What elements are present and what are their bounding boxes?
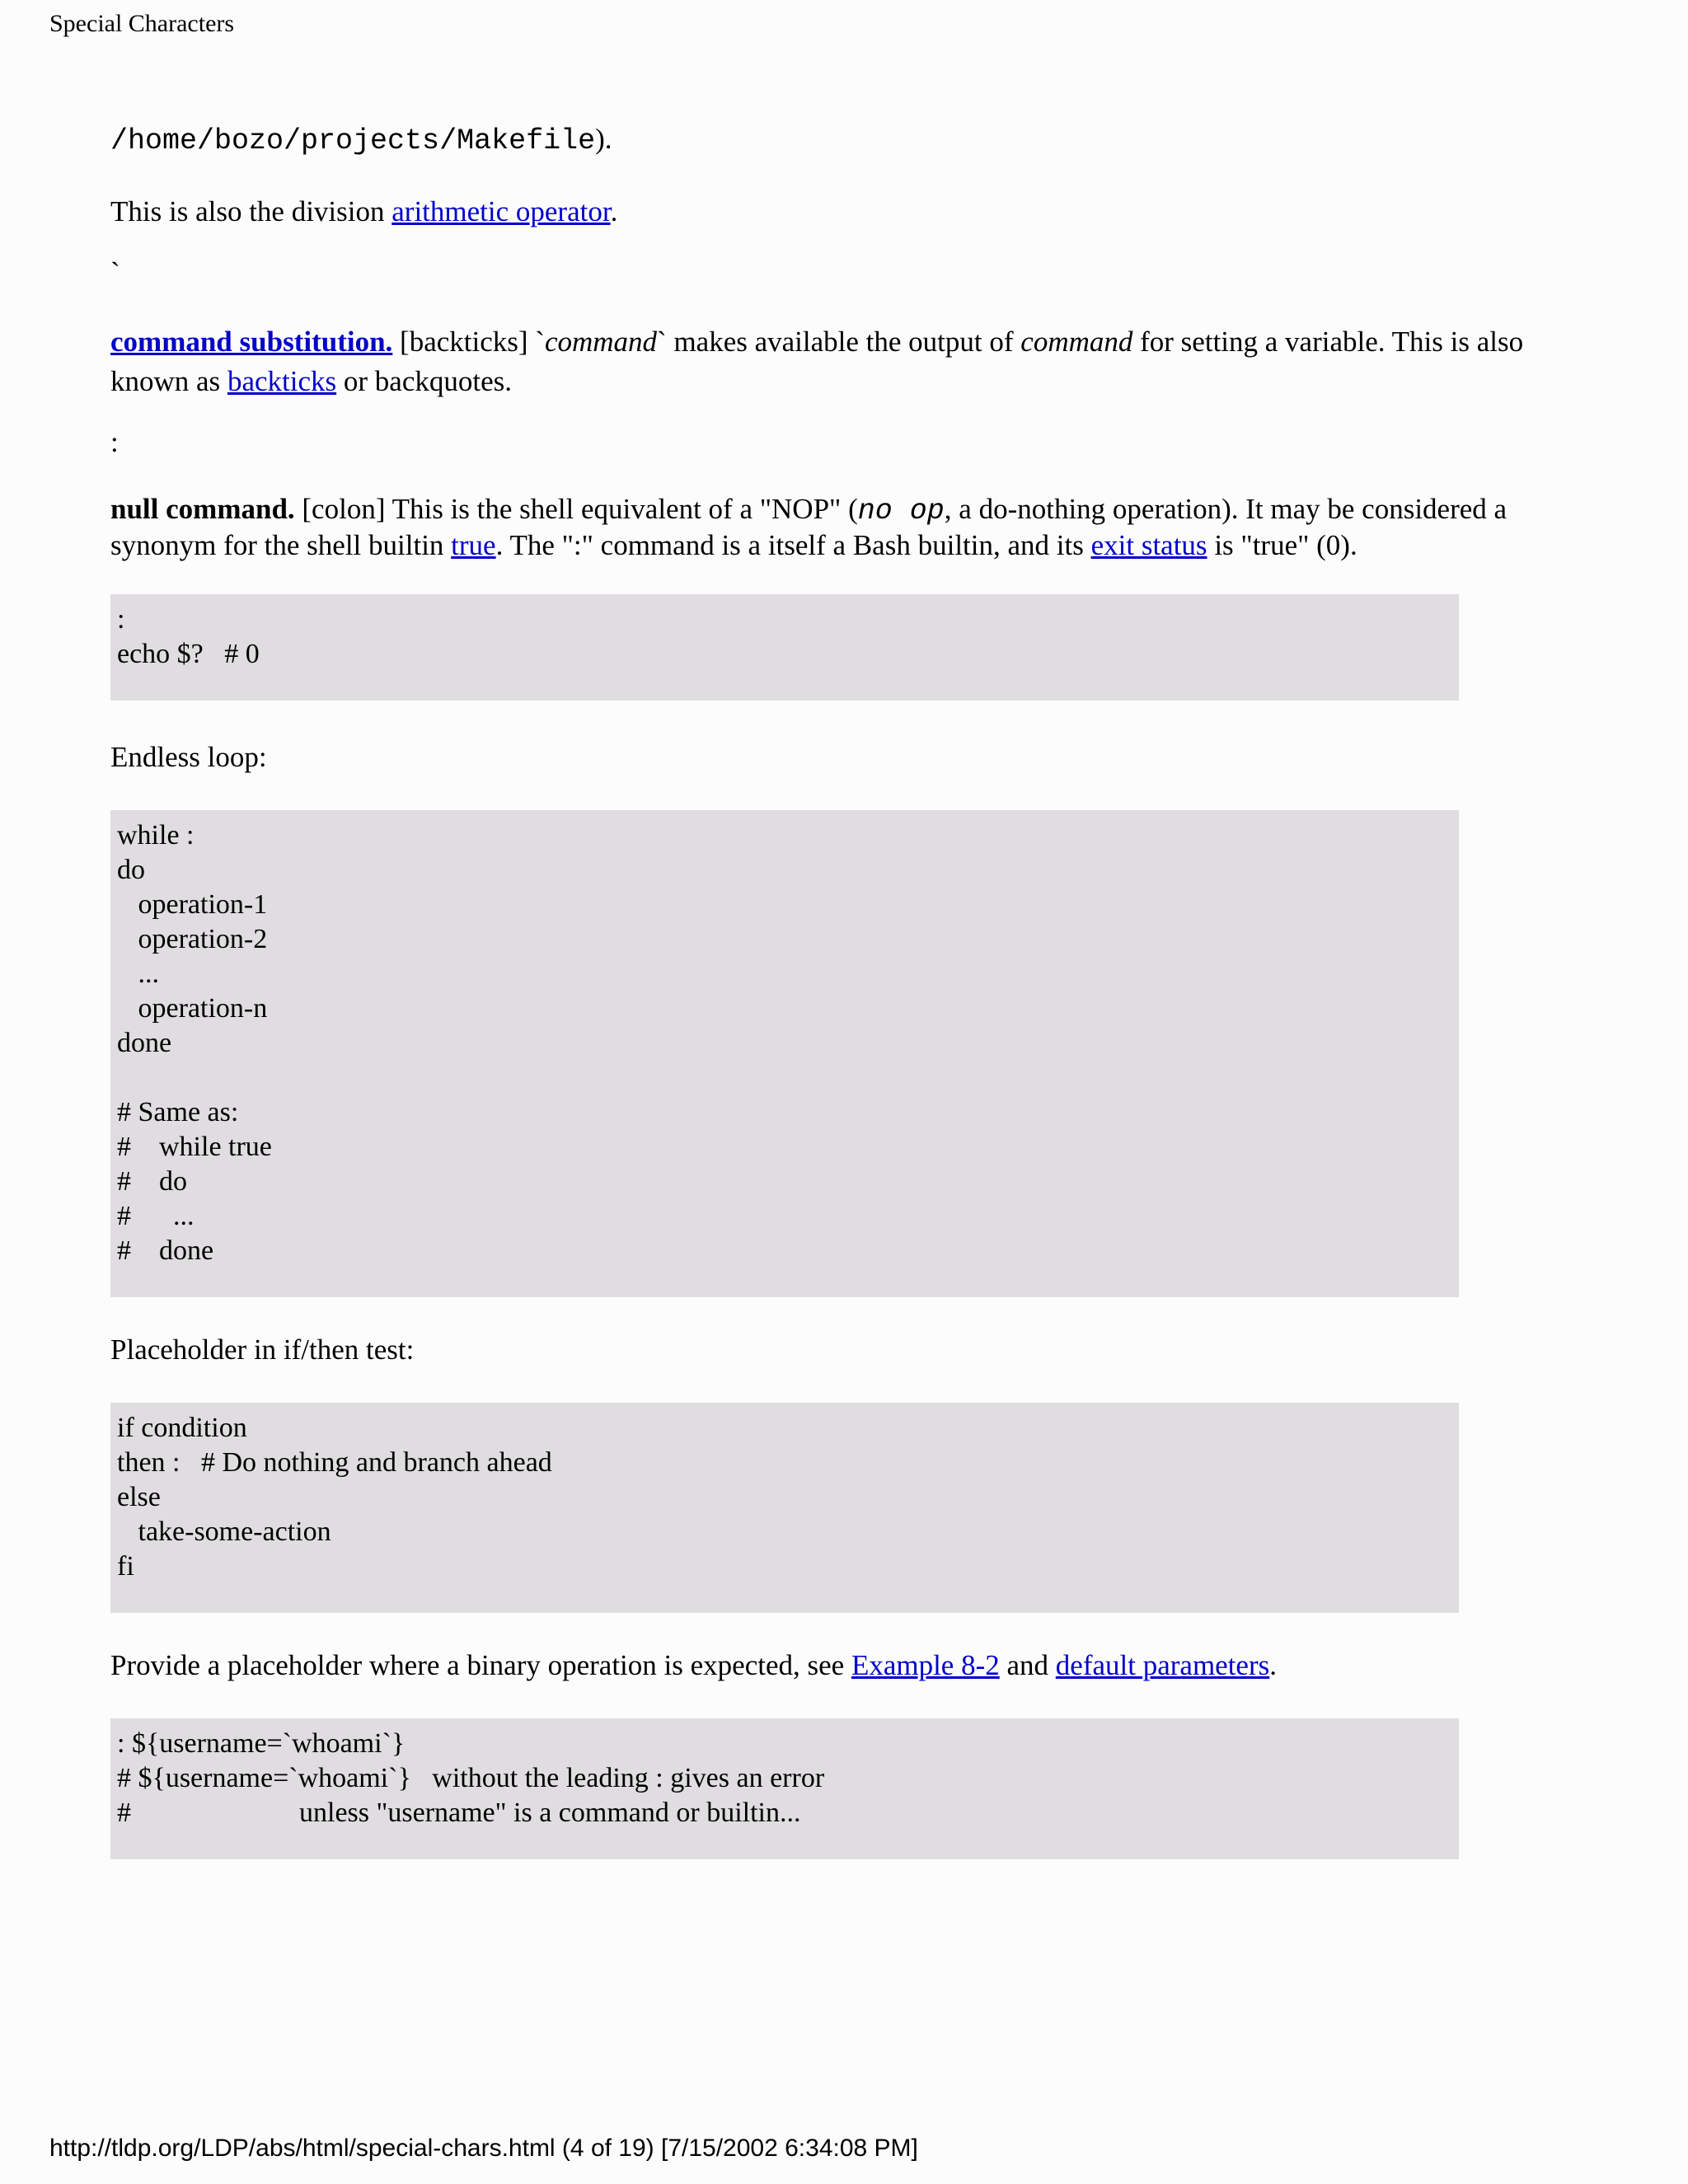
backtick-paragraph [110, 322, 1561, 401]
backtick-open: ` [535, 326, 545, 358]
division-paragraph [110, 192, 1561, 232]
code-block-username: : ${username=`whoami`} # ${username=`whoami`} without the leading : gives an error # unless "username" is a command or builtin... [110, 1718, 1459, 1859]
page-header-title: Special Characters [49, 10, 235, 37]
backticks-link[interactable]: backticks [227, 365, 337, 397]
path-text: /home/bozo/projects/Makefile [110, 124, 596, 157]
endless-loop-label: Endless loop: [110, 741, 267, 773]
null-command-paragraph [110, 492, 1561, 563]
backtick-desc3: or backquotes. [336, 365, 512, 397]
exit-status-link[interactable]: exit status [1090, 529, 1207, 561]
code-block-endless-loop: while : do operation-1 operation-2 ... operation-n done # Same as: # while true # do # ... # done [110, 810, 1459, 1297]
provide-placeholder-paragraph [110, 1646, 1561, 1685]
arithmetic-operator-link[interactable]: arithmetic operator [392, 195, 611, 227]
path-tail: ). [595, 123, 612, 155]
placeholder-label: Placeholder in if/then test: [110, 1333, 415, 1366]
page-footer-url: http://tldp.org/LDP/abs/html/special-chars.html (4 of 19) [7/15/2002 6:34:08 PM] [49, 2135, 918, 2162]
backtick-bracket: [backticks] [392, 326, 536, 358]
division-end: . [610, 195, 618, 227]
command-substitution-link[interactable]: command substitution. [110, 326, 393, 358]
null-desc4: is "true" (0). [1207, 529, 1357, 561]
default-parameters-link[interactable]: default parameters [1055, 1649, 1270, 1681]
main-content [110, 120, 1561, 1892]
null-desc1: [colon] This is the shell equivalent of a "NOP" ( [294, 493, 858, 525]
division-text: This is also the division [110, 195, 392, 227]
backtick-desc1: makes available the output of [666, 326, 1021, 358]
backtick-close: ` [657, 326, 667, 358]
backtick-term: ` [110, 256, 120, 288]
no-op-text: no op [857, 494, 945, 527]
code-block-echo: : echo $? # 0 [110, 594, 1459, 701]
backtick-command-2: command [1020, 326, 1133, 358]
null-command-bold: null command. [110, 493, 295, 525]
colon-term: : [110, 426, 119, 458]
provide-text: Provide a placeholder where a binary operation is expected, see [110, 1649, 851, 1681]
null-desc2: , a do-nothing operation). It may be considered a synonym for the shell builtin [110, 493, 1507, 561]
example-8-2-link[interactable]: Example 8-2 [851, 1649, 1000, 1681]
path-paragraph [110, 120, 1561, 161]
true-link[interactable]: true [451, 529, 496, 561]
and-text: and [999, 1649, 1056, 1681]
code-block-if-then: if condition then : # Do nothing and branch ahead else take-some-action fi [110, 1403, 1459, 1613]
null-desc3: . The ":" command is a itself a Bash builtin, and its [495, 529, 1091, 561]
backtick-command: command [544, 326, 658, 358]
backtick-desc2: for setting a variable. This is also known as [110, 326, 1524, 397]
provide-end: . [1269, 1649, 1277, 1681]
